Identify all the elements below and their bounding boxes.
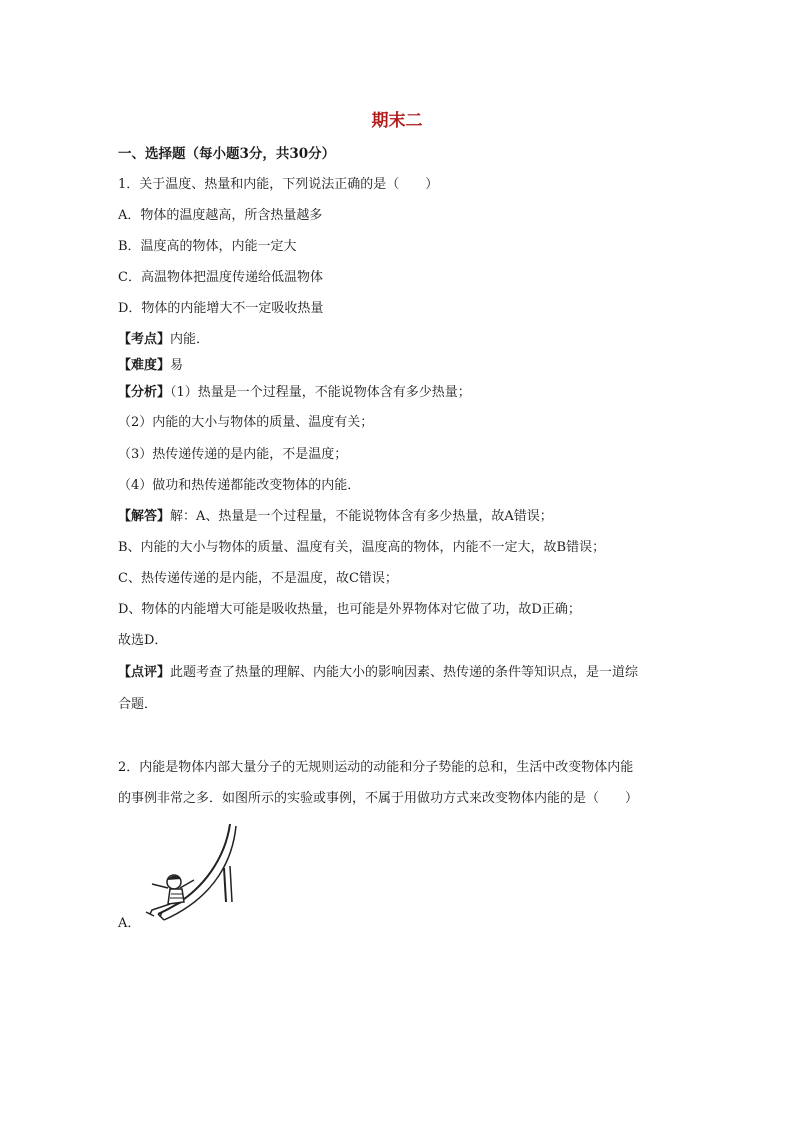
- fenxi-line: （3）热传递传递的是内能，不是温度；: [118, 447, 348, 462]
- fenxi-line: （4）做功和热传递都能改变物体的内能．: [118, 478, 361, 493]
- dianping-line: 合题．: [118, 697, 158, 712]
- fenxi-line: （2）内能的大小与物体的质量、温度有关；: [118, 415, 374, 430]
- page-title: 期末二: [371, 111, 423, 131]
- fenxi-line: （1）热量是一个过程量，不能说物体含有多少热量；: [170, 385, 471, 400]
- child-on-slide-icon: [138, 822, 238, 924]
- q1-dianping: [118, 664, 638, 682]
- q1-kaodian: [118, 331, 209, 349]
- jieda-line: 故选D．: [118, 633, 168, 648]
- jieda-line: C、热传递传递的是内能，不是温度，故C错误；: [118, 571, 398, 586]
- q2-option-a-label: A．: [118, 916, 141, 931]
- q1-stem: 1．关于温度、热量和内能，下列说法正确的是（ ）: [118, 177, 439, 192]
- dianping-line: 此题考查了热量的理解、内能大小的影响因素、热传递的条件等知识点，是一道综: [170, 665, 639, 680]
- q1-option-c: C．高温物体把温度传递给低温物体: [118, 270, 323, 285]
- q1-option-a: A．物体的温度越高，所含热量越多: [118, 208, 323, 223]
- fenxi-tag: 【分析】: [118, 385, 171, 400]
- q1-option-b: B．温度高的物体，内能一定大: [118, 239, 297, 254]
- nandu-text: 易: [170, 358, 184, 373]
- nandu-tag: 【难度】: [118, 358, 171, 373]
- section-heading: 一、选择题（每小题3分，共30分）: [118, 146, 336, 162]
- q1-nandu: [118, 357, 183, 375]
- dianping-tag: 【点评】: [118, 665, 171, 680]
- kaodian-tag: 【考点】: [118, 332, 171, 347]
- q1-jieda: [118, 508, 553, 526]
- q2-stem-line: 的事例非常之多．如图所示的实验或事例，不属于用做功方式来改变物体内能的是（ ）: [118, 791, 639, 806]
- kaodian-text: 内能．: [170, 332, 210, 347]
- jieda-tag: 【解答】: [118, 509, 171, 524]
- jieda-line: B、内能的大小与物体的质量、温度有关，温度高的物体，内能不一定大，故B错误；: [118, 540, 606, 555]
- q1-option-d: D．物体的内能增大不一定吸收热量: [118, 301, 324, 316]
- q1-fenxi: [118, 384, 471, 402]
- slide-illustration: [138, 822, 238, 924]
- jieda-line: 解：A、热量是一个过程量，不能说物体含有多少热量，故A错误；: [170, 509, 553, 524]
- jieda-line: D、物体的内能增大可能是吸收热量，也可能是外界物体对它做了功，故D正确；: [118, 602, 581, 617]
- q2-stem-line: 2．内能是物体内部大量分子的无规则运动的动能和分子势能的总和，生活中改变物体内能: [118, 760, 634, 775]
